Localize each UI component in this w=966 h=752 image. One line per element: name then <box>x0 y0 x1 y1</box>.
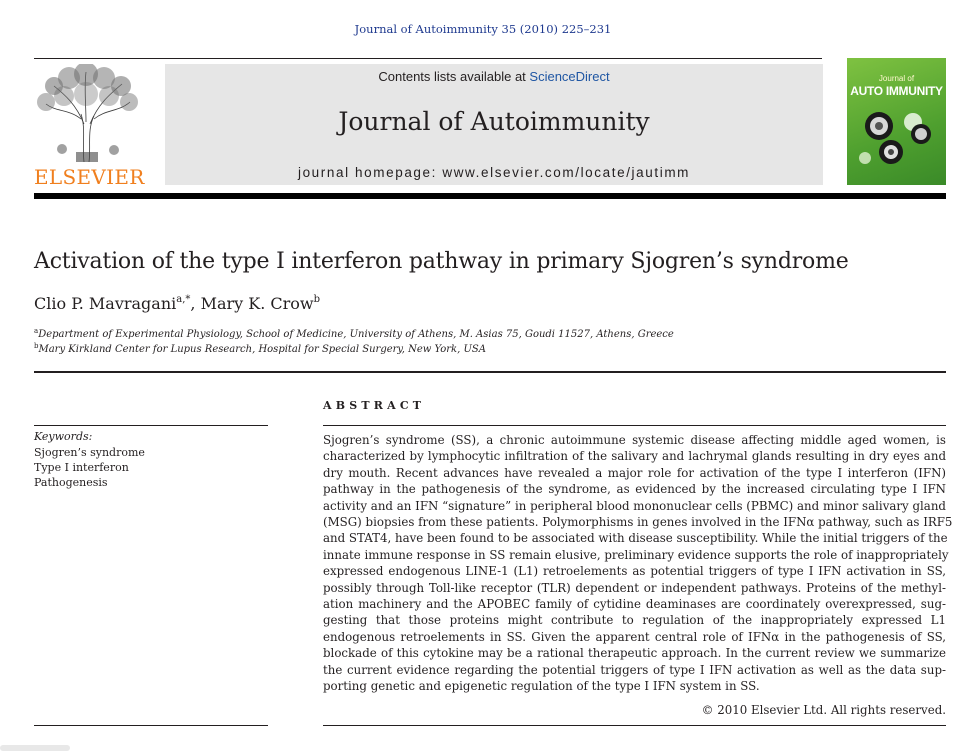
horizontal-scrollbar[interactable] <box>0 745 70 751</box>
copyright-notice: © 2010 Elsevier Ltd. All rights reserved. <box>701 703 946 717</box>
keywords-rule-top <box>34 425 268 426</box>
keywords-rule-bottom <box>34 725 268 726</box>
author-name[interactable]: Clio P. Mavragani <box>34 294 177 313</box>
keyword-item: Type I interferon <box>34 461 129 474</box>
abstract-line: activity and an IFN “signature” in peripheral blood mononuclear cells (PBMC) and minor salivary gland <box>323 499 946 513</box>
contents-prefix: Contents lists available at <box>378 69 530 84</box>
elsevier-tree-icon <box>34 64 140 164</box>
abstract-line: expressed endogenous LINE-1 (L1) retroelements as potential triggers of type I IFN activation in SS, <box>323 564 946 578</box>
abstract-heading: ABSTRACT <box>323 399 426 412</box>
author-list <box>34 294 320 313</box>
abstract-line: and STAT4, have been found to be associated with disease susceptibility. While the initial triggers of the <box>323 531 948 545</box>
affiliation-mark: b <box>34 342 39 350</box>
section-divider <box>34 371 946 373</box>
cell-illustration-icon <box>847 98 946 185</box>
journal-cover-image[interactable] <box>847 58 946 185</box>
header-thick-rule <box>34 193 946 199</box>
abstract-line: porting genetic and epigenetic regulation of the type I IFN system in SS. <box>323 679 760 693</box>
abstract-line: dry mouth. Recent advances have revealed a major role for activation of the type I interferon (IFN) <box>323 466 946 480</box>
journal-title: Journal of Autoimmunity <box>338 107 650 136</box>
journal-citation[interactable]: Journal of Autoimmunity 35 (2010) 225–231 <box>354 22 612 36</box>
cover-line1: Journal of <box>878 74 915 83</box>
keyword-item: Pathogenesis <box>34 476 108 489</box>
affiliation-text: Mary Kirkland Center for Lupus Research, Hospital for Special Surgery, New York, USA <box>38 344 486 355</box>
abstract-line: innate immune response in SS remain elusive, preliminary evidence supports the role of inappropriately <box>323 548 949 562</box>
contents-line <box>165 69 823 84</box>
keyword-item: Sjogren’s syndrome <box>34 446 145 459</box>
elsevier-wordmark: ELSEVIER <box>34 165 145 189</box>
affiliation-text: Department of Experimental Physiology, School of Medicine, University of Athens, M. Asias 75, Goudi 11527, Athens, Greece <box>38 329 674 340</box>
article-title: Activation of the type I interferon pathway in primary Sjogren’s syndrome <box>34 249 849 274</box>
abstract-line: characterized by lymphocytic infiltration of the salivary and lachrymal glands resulting in dry eyes and <box>323 449 946 463</box>
abstract-line: Sjogren’s syndrome (SS), a chronic autoimmune systemic disease affecting middle aged women, is <box>323 433 946 447</box>
keywords-heading: Keywords: <box>34 430 93 443</box>
author-name[interactable]: Mary K. Crow <box>200 294 314 313</box>
affiliation-mark: a <box>34 327 39 335</box>
header-divider <box>34 58 822 59</box>
author-affiliation-mark[interactable]: b <box>313 294 321 305</box>
abstract-rule-bottom <box>323 725 946 726</box>
cover-line2: AUTO IMMUNITY <box>850 84 943 98</box>
affiliation-a <box>34 327 674 340</box>
abstract-line: (MSG) biopsies from these patients. Polymorphisms in genes involved in the IFNα pathway, such as IRF5 <box>323 515 953 529</box>
abstract-line: ation machinery and the APOBEC family of cytidine deaminases are coordinately overexpressed, sug- <box>323 597 946 611</box>
abstract-rule-top <box>323 425 946 426</box>
journal-homepage-link[interactable]: journal homepage: www.elsevier.com/locate/jautimm <box>297 165 691 180</box>
abstract-line: pathway in the pathogenesis of the syndrome, as evidenced by the increased circulating type I IFN <box>323 482 946 496</box>
abstract-line: blockade of this cytokine may be a rational therapeutic approach. In the current review we summarize <box>323 646 946 660</box>
abstract-line: gesting that those proteins might contribute to regulation of the inappropriately expressed L1 <box>323 613 946 627</box>
abstract-line: possibly through Toll-like receptor (TLR) dependent or independent pathways. Proteins of the methyl- <box>323 581 946 595</box>
author-affiliation-mark[interactable]: a,* <box>176 294 191 305</box>
sciencedirect-link[interactable]: ScienceDirect <box>529 69 610 84</box>
abstract-line: the current evidence regarding the potential triggers of type I IFN activation as well as the data sup- <box>323 663 946 677</box>
affiliation-b <box>34 342 486 355</box>
abstract-line: endogenous retroelements in SS. Given the apparent central role of IFNα in the pathogenesis of SS, <box>323 630 946 644</box>
author-separator: , <box>190 294 201 313</box>
